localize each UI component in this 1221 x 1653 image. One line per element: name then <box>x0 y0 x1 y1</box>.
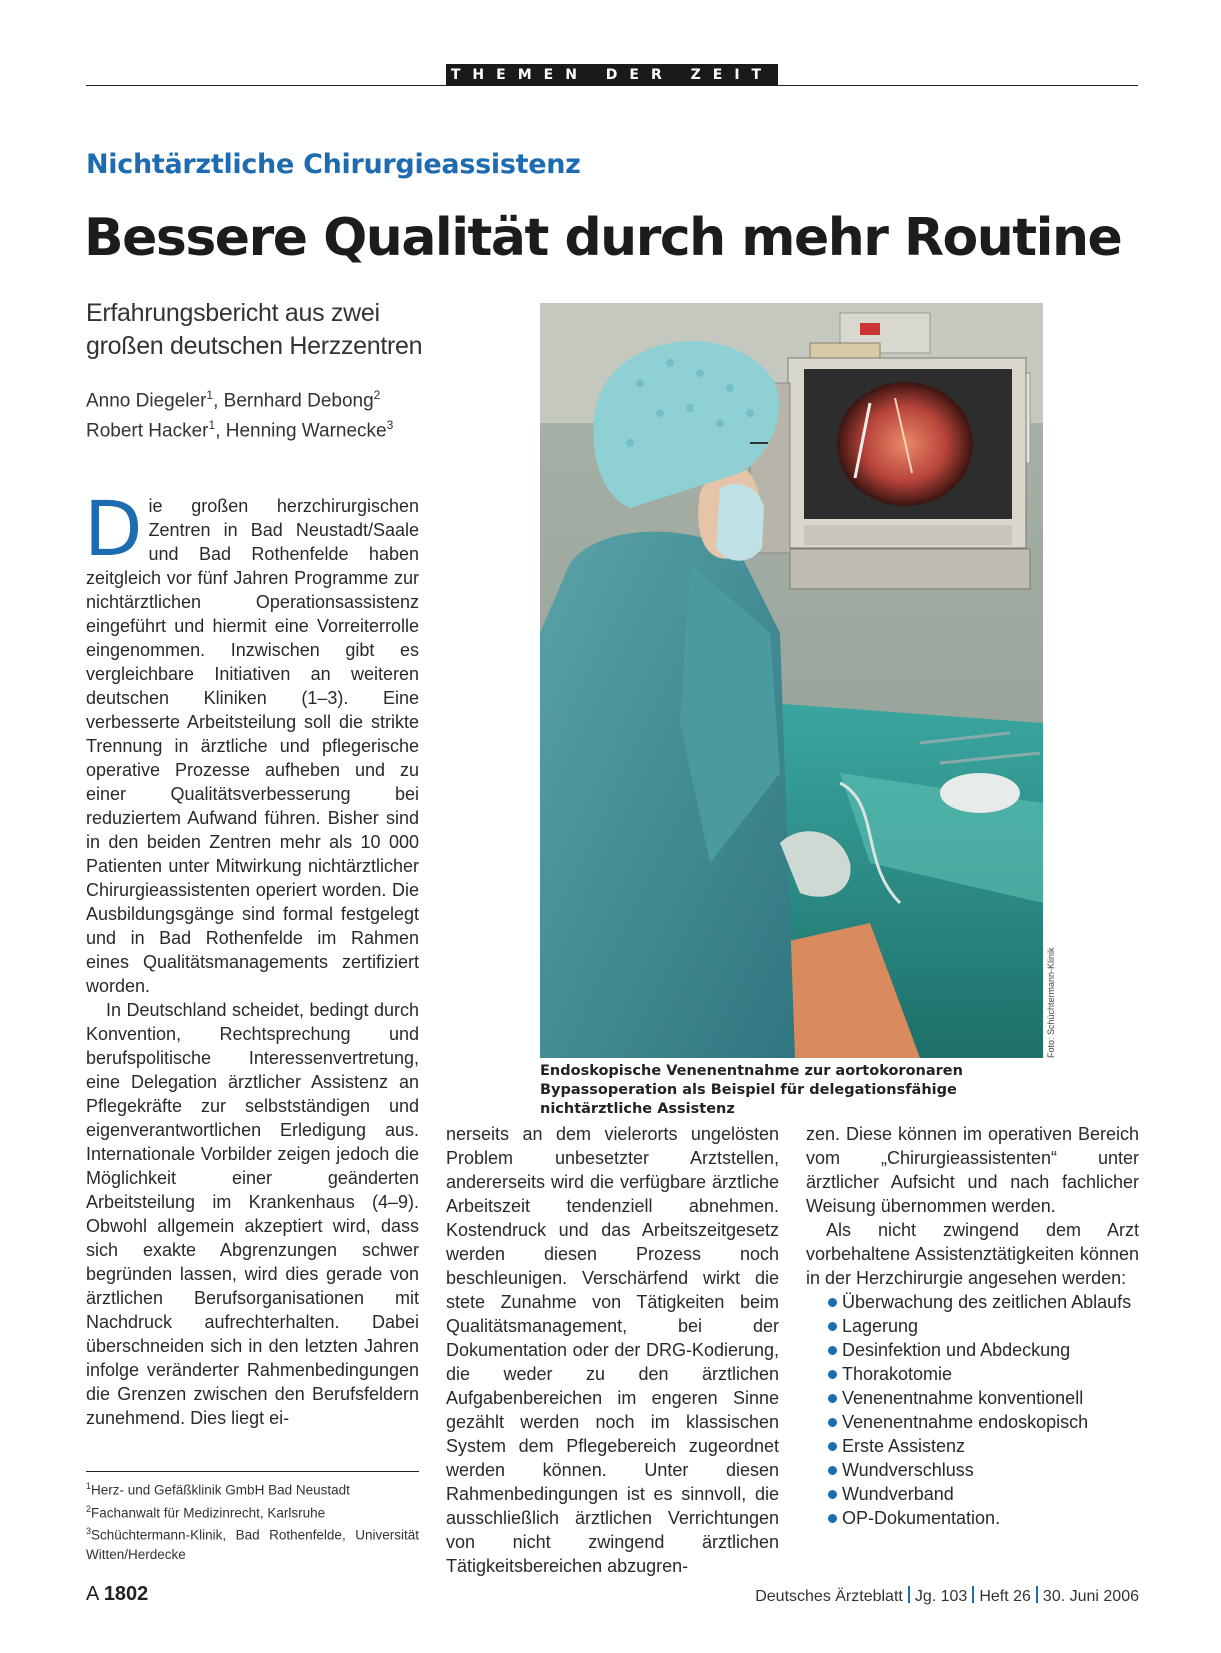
footnote-text: Fachanwalt für Medizinrecht, Karlsruhe <box>91 1505 326 1520</box>
separator <box>972 1586 974 1603</box>
task-text: Venenentnahme endoskopisch <box>842 1412 1089 1432</box>
bullet-icon <box>828 1346 837 1355</box>
task-list-item <box>828 1338 1139 1362</box>
article-headline: Bessere Qualität durch mehr Routine <box>84 208 1122 268</box>
author-affiliation-mark: 3 <box>386 418 394 433</box>
bullet-icon <box>828 1298 837 1307</box>
surgery-photo-illustration <box>540 303 1043 1058</box>
task-text: Erste Assistenz <box>842 1436 966 1456</box>
task-list-item <box>828 1410 1139 1434</box>
body-column-2 <box>446 1122 779 1578</box>
bullet-icon <box>828 1442 837 1451</box>
task-list-item <box>828 1362 1139 1386</box>
footnote-text: Herz- und Gefäßklinik GmbH Bad Neustadt <box>91 1482 350 1498</box>
footnote-mark: 2 <box>86 1503 92 1514</box>
page-number <box>86 1583 148 1606</box>
task-list-item <box>828 1506 1139 1530</box>
separator <box>1036 1586 1038 1603</box>
journal-date: 30. Juni 2006 <box>1042 1588 1139 1605</box>
author-name: , Henning Warnecke <box>215 420 387 442</box>
author-affiliation-mark: 1 <box>208 418 216 433</box>
footnotes <box>86 1477 419 1564</box>
task-text: OP-Dokumentation. <box>842 1508 1001 1528</box>
author-affiliation-mark: 1 <box>206 388 214 402</box>
footnote-mark: 3 <box>86 1526 92 1536</box>
article-photo <box>540 303 1043 1058</box>
journal-footer <box>755 1586 1139 1606</box>
author-name: Robert Hacker <box>86 420 209 442</box>
page-number-value: 1802 <box>103 1583 149 1605</box>
task-text: Lagerung <box>842 1316 919 1336</box>
body-column-3 <box>806 1122 1139 1530</box>
article-subtitle <box>86 297 506 363</box>
article-kicker: Nichtärztliche Chirurgieassistenz <box>86 149 581 180</box>
figure-caption: Endoskopische Venenentnahme zur aortokoronaren Bypassoperation als Beispiel für delegationsfähige nichtärztliche Assistenz <box>540 1063 963 1117</box>
author-name: Anno Diegeler <box>86 390 207 412</box>
body-paragraph: In Deutschland scheidet, bedingt durch Konvention, Rechtsprechung und berufspolitische Interessenvertretung, eine Delegation ärztlicher Assistenz an Pflegekräfte zur selbstständigen und eigenverantwortlichen Erledigung aus. Internationale Vorbilder zeigen jedoch die Möglichkeit einer geänderten Arbeitsteilung im Krankenhaus (4–9). Obwohl allgemein akzeptiert wird, dass sich exakte Abgrenzungen schwer begründen lassen, wird dies gerade von ärztlichen Berufsorganisationen mit Nachdruck aufrechterhalten. Dabei überschneiden sich in den letzten Jahren infolge veränderter Rahmenbedingungen die Grenzen zwischen den Berufsfeldern zunehmend. Dies liegt ei- <box>86 1000 419 1428</box>
task-text: Venenentnahme konventionell <box>842 1388 1084 1408</box>
task-text: Thorakotomie <box>842 1364 953 1384</box>
body-paragraph: zen. Diese können im operativen Bereich vom „Chirurgieassistenten“ unter ärztlicher Aufsicht und nach fachlicher Weisung übernommen werden. <box>806 1124 1139 1216</box>
body-paragraph: Als nicht zwingend dem Arzt vorbehaltene Assistenztätigkeiten können in der Herzchirurgie angesehen werden: <box>806 1220 1139 1288</box>
task-list-item <box>828 1386 1139 1410</box>
journal-name: Deutsches Ärzteblatt <box>755 1588 903 1605</box>
task-list-item <box>828 1434 1139 1458</box>
body-paragraph <box>84 484 419 998</box>
journal-issue: Heft 26 <box>979 1588 1031 1605</box>
body-paragraph: nerseits an dem vielerorts ungelösten Problem unbesetzter Arztstellen, andererseits wird die verfügbare ärztliche Arbeitszeit tendenziell abnehmen. Kostendruck und das Arbeitszeitgesetz werden diesen Prozess noch beschleunigen. Verschärfend wirkt die stete Zunahme von Tätigkeiten beim Qualitätsmanagement, bei der Dokumentation oder der DRG-Kodierung, die weder zu den ärztlichen Aufgabenbereichen im engeren Sinne gezählt werden noch im klassischen System dem Pflegebereich zugeordnet werden können. Unter diesen Rahmenbedingungen ist es sinnvoll, die ausschließlich ärztlichen Verrichtungen von nicht zwingend ärztlichen Tätigkeitsbereichen abzugren- <box>446 1124 779 1576</box>
drop-cap: D <box>84 484 143 573</box>
bullet-icon <box>828 1322 837 1331</box>
task-list-item <box>828 1314 1139 1338</box>
subtitle-line-1: Erfahrungsbericht aus zwei <box>86 299 380 327</box>
footnote <box>86 1522 419 1564</box>
footnote-mark: 1 <box>86 1481 92 1491</box>
page-prefix: A <box>86 1583 99 1605</box>
footnote <box>86 1500 419 1523</box>
bullet-icon <box>828 1514 837 1523</box>
assistance-task-list <box>806 1290 1139 1530</box>
author-line-2 <box>86 413 506 443</box>
task-list-item <box>828 1458 1139 1482</box>
bullet-icon <box>828 1370 837 1379</box>
bullet-icon <box>828 1418 837 1427</box>
body-column-1 <box>84 484 419 1430</box>
footnote-rule <box>86 1471 419 1472</box>
task-text: Überwachung des zeitlichen Ablaufs <box>842 1292 1132 1312</box>
bullet-icon <box>828 1490 837 1499</box>
paragraph-text: ie großen herzchirurgischen Zentren in Bad Neustadt/Saale und Bad Rothenfelde haben zeitgleich vor fünf Jahren Programme zur nichtärztlichen Operationsassistenz eingeführt und hiermit eine Vorreiterrolle eingenommen. Inzwischen gibt es vergleichbare Initiativen an weiteren deutschen Kliniken (1–3). Eine verbesserte Arbeitsteilung soll die strikte Trennung in ärztliche und pflegerische operative Prozesse aufheben und zu einer Qualitätsverbesserung bei reduziertem Aufwand führen. Bisher sind in den beiden Zentren mehr als 10 000 Patienten unter Mitwirkung nichtärztlicher Chirurgieassistenten operiert worden. Die Ausbildungsgänge sind formal festgelegt und in Bad Rothenfelde im Rahmen eines Qualitätsmanagements zertifiziert worden. <box>86 496 419 996</box>
journal-volume: Jg. 103 <box>914 1588 968 1605</box>
author-line-1 <box>86 383 506 413</box>
footnote <box>86 1477 419 1500</box>
footnote-text: Schüchtermann-Klinik, Bad Rothenfelde, Universität Witten/Herdecke <box>86 1527 419 1562</box>
author-list <box>86 383 506 444</box>
task-list-item <box>828 1290 1139 1314</box>
subtitle-line-2: großen deutschen Herzzentren <box>86 332 423 360</box>
bullet-icon <box>828 1394 837 1403</box>
task-text: Wundverband <box>842 1484 954 1504</box>
task-text: Desinfektion und Abdeckung <box>842 1340 1071 1360</box>
author-affiliation-mark: 2 <box>373 388 381 402</box>
photo-credit: Foto: Schüchtermann-Klinik <box>1046 947 1056 1058</box>
task-text: Wundverschluss <box>842 1460 974 1480</box>
task-list-item <box>828 1482 1139 1506</box>
bullet-icon <box>828 1466 837 1475</box>
separator <box>908 1586 910 1603</box>
author-name: , Bernhard Debong <box>213 390 374 412</box>
section-banner: THEMEN DER ZEIT <box>446 64 778 86</box>
